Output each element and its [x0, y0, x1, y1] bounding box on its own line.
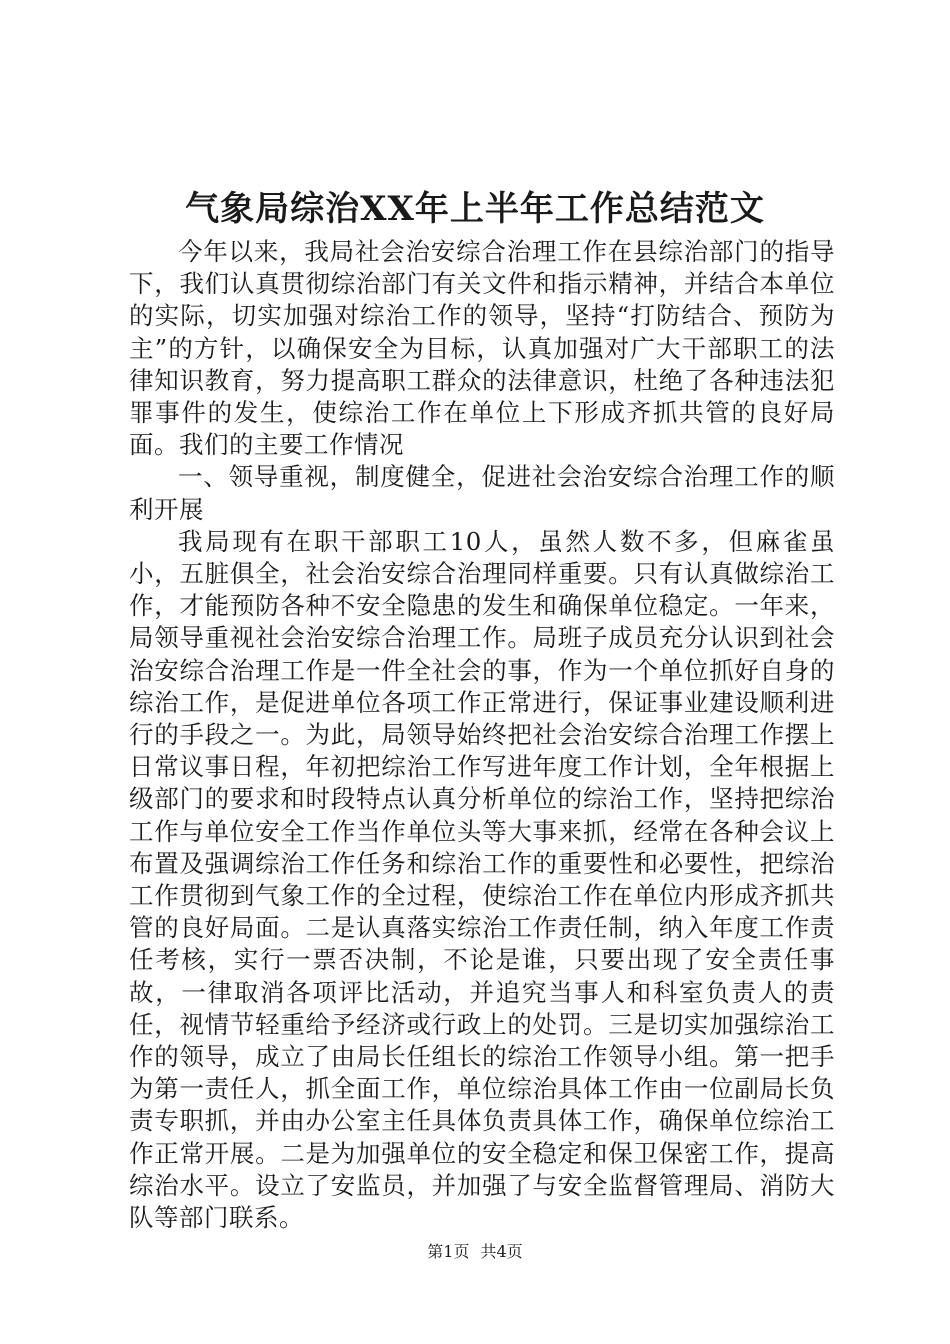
- document-title: 气象局综治XX年上半年工作总结范文: [185, 189, 765, 229]
- document-body: [129, 236, 835, 1234]
- page-total: 共4页: [480, 1242, 523, 1261]
- paragraph-section-body: 我局现有在职干部职工10人，虽然人数不多，但麻雀虽小，五脏俱全，社会治安综合治理同样重要。只有认真做综治工作，才能预防各种不安全隐患的发生和确保单位稳定。一年来，局领导重视社会治安综合治理工作。局班子成员充分认识到社会治安综合治理工作是一件全社会的事，作为一个单位抓好自身的综治工作，是促进单位各项工作正常进行，保证事业建设顺利进行的手段之一。为此，局领导始终把社会治安综合治理工作摆上日常议事日程，年初把综治工作写进年度工作计划，全年根据上级部门的要求和时段特点认真分析单位的综治工作，坚持把综治工作与单位安全工作当作单位头等大事来抓，经常在各种会议上布置及强调综治工作任务和综治工作的重要性和必要性，把综治工作贯彻到气象工作的全过程，使综治工作在单位内形成齐抓共管的良好局面。二是认真落实综治工作责任制，纳入年度工作责任考核，实行一票否决制，不论是谁，只要出现了安全责任事故，一律取消各项评比活动，并追究当事人和科室负责人的责任，视情节轻重给予经济或行政上的处罚。三是切实加强综治工作的领导，成立了由局长任组长的综治工作领导小组。第一把手为第一责任人，抓全面工作，单位综治具体工作由一位副局长负责专职抓，并由办公室主任具体负责具体工作，确保单位综治工作正常开展。二是为加强单位的安全稳定和保卫保密工作，提高综治水平。设立了安监员，并加强了与安全监督管理局、消防大队等部门联系。: [129, 526, 835, 1233]
- page-number: 第1页: [427, 1242, 470, 1261]
- page-footer: [0, 1240, 950, 1264]
- paragraph-section-heading: 一、领导重视，制度健全，促进社会治安综合治理工作的顺利开展: [129, 462, 835, 524]
- paragraph-intro: 今年以来，我局社会治安综合治理工作在县综治部门的指导下，我们认真贯彻综治部门有关文件和指示精神，并结合本单位的实际，切实加强对综治工作的领导，坚持“打防结合、预防为主”的方针，以确保安全为目标，认真加强对广大干部职工的法律知识教育，努力提高职工群众的法律意识，杜绝了各种违法犯罪事件的发生，使综治工作在单位上下形成齐抓共管的良好局面。我们的主要工作情况: [129, 237, 835, 460]
